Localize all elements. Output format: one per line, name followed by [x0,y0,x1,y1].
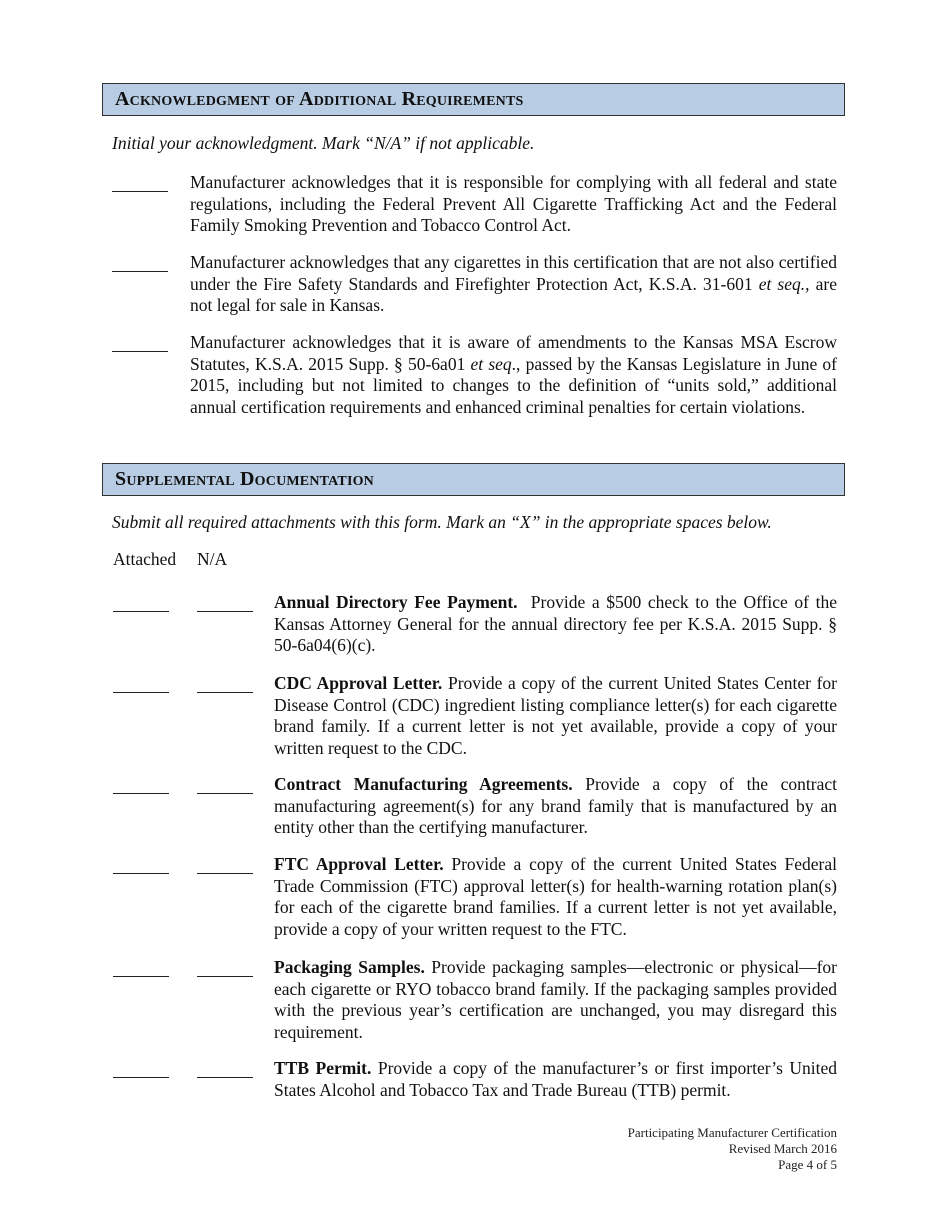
na-blank[interactable] [197,873,253,874]
attached-blank[interactable] [113,976,169,977]
section-header-acknowledgment [102,83,845,116]
na-blank[interactable] [197,1077,253,1078]
attached-blank[interactable] [113,873,169,874]
item-title: Annual Directory Fee Payment. [274,592,518,612]
attached-blank[interactable] [113,793,169,794]
supplemental-text [274,592,842,657]
column-header-attached: Attached [113,549,177,569]
footer-form-name: Participating Manufacturer Certification [627,1125,837,1140]
na-blank[interactable] [197,976,253,977]
page-footer [628,1125,837,1173]
column-header-na: N/A [197,549,228,569]
text-run: Manufacturer acknowledges that it is responsible for complying with all federal and state regulations, including the Federal Prevent All Cigarette Trafficking Act and the Federal Family Smoking Prevention and Tobacco Control Act. [190,172,837,235]
initial-blank[interactable] [112,351,168,352]
item-title: FTC Approval Letter. [274,854,444,874]
section-header-supplemental [102,463,845,496]
initial-blank[interactable] [112,271,168,272]
na-blank[interactable] [197,692,253,693]
acknowledgment-text [190,172,837,237]
item-title: Packaging Samples. [274,957,425,977]
supplemental-text [274,1058,842,1101]
item-description: Provide a copy of the current United States Federal Trade Commission (FTC) approval letter(s) for health-warning rotation plan(s) for each of the cigarette brand families. If a current letter is not yet available, provide a copy of your written request to the FTC. [274,854,842,939]
text-run: Manufacturer acknowledges that it is aware of amendments to the Kansas MSA Escrow Statutes, K.S.A. 2015 Supp. § 50-6a01 [190,332,837,374]
text-run: Manufacturer acknowledges that any cigarettes in this certification that are not also certified under the Fire Safety Standards and Firefighter Protection Act, K.S.A. 31-601 [190,252,837,294]
item-description: Provide a $500 check to the Office of the Kansas Attorney General for the annual directory fee per K.S.A. 2015 Supp. § 50-6a04(6)(c). [274,592,842,655]
supplemental-text [274,774,842,839]
item-title: TTB Permit. [274,1058,372,1078]
section-instruction: Initial your acknowledgment. Mark “N/A” if not applicable. [112,133,535,153]
item-description: Provide a copy of the manufacturer’s or first importer’s United States Alcohol and Tobacco Tax and Trade Bureau (TTB) permit. [274,1058,842,1100]
attached-blank[interactable] [113,611,169,612]
item-description: Provide a copy of the contract manufacturing agreement(s) for any brand family that is manufactured by an entity other than the certifying manufacturer. [274,774,842,837]
attached-blank[interactable] [113,692,169,693]
text-run: , are not legal for sale in Kansas. [190,273,837,315]
italic-text: et seq. [758,273,806,294]
initial-blank[interactable] [112,191,168,192]
item-title: Contract Manufacturing Agreements. [274,774,573,794]
section-title: Supplemental Documentation [115,468,374,490]
section-title: Acknowledgment of Additional Requirements [115,88,524,110]
supplemental-text [274,854,842,940]
section-instruction: Submit all required attachments with this form. Mark an “X” in the appropriate spaces below. [112,512,772,532]
acknowledgment-text [190,332,837,418]
item-title: CDC Approval Letter. [274,673,443,693]
attached-blank[interactable] [113,1077,169,1078]
item-description: Provide a copy of the current United States Center for Disease Control (CDC) ingredient listing compliance letter(s) for each cigarette brand family. If a current letter is not yet available, provide a copy of your written request to the CDC. [274,673,842,758]
footer-page-number: Page 4 of 5 [778,1157,837,1172]
supplemental-text [274,957,842,1043]
item-description: Provide packaging samples—electronic or physical—for each cigarette or RYO tobacco brand family. If the packaging samples provided with the previous year’s certification are unchanged, you may disregard this requirement. [274,957,842,1042]
na-blank[interactable] [197,793,253,794]
italic-text: et seq [470,353,512,374]
text-run: ., passed by the Kansas Legislature in June of 2015, including but not limited to changes to the definition of “units sold,” additional annual certification requirements and enhanced criminal penalties for certain violations. [190,353,837,417]
supplemental-text [274,673,842,759]
na-blank[interactable] [197,611,253,612]
footer-revision: Revised March 2016 [728,1141,837,1156]
acknowledgment-text [190,252,837,317]
